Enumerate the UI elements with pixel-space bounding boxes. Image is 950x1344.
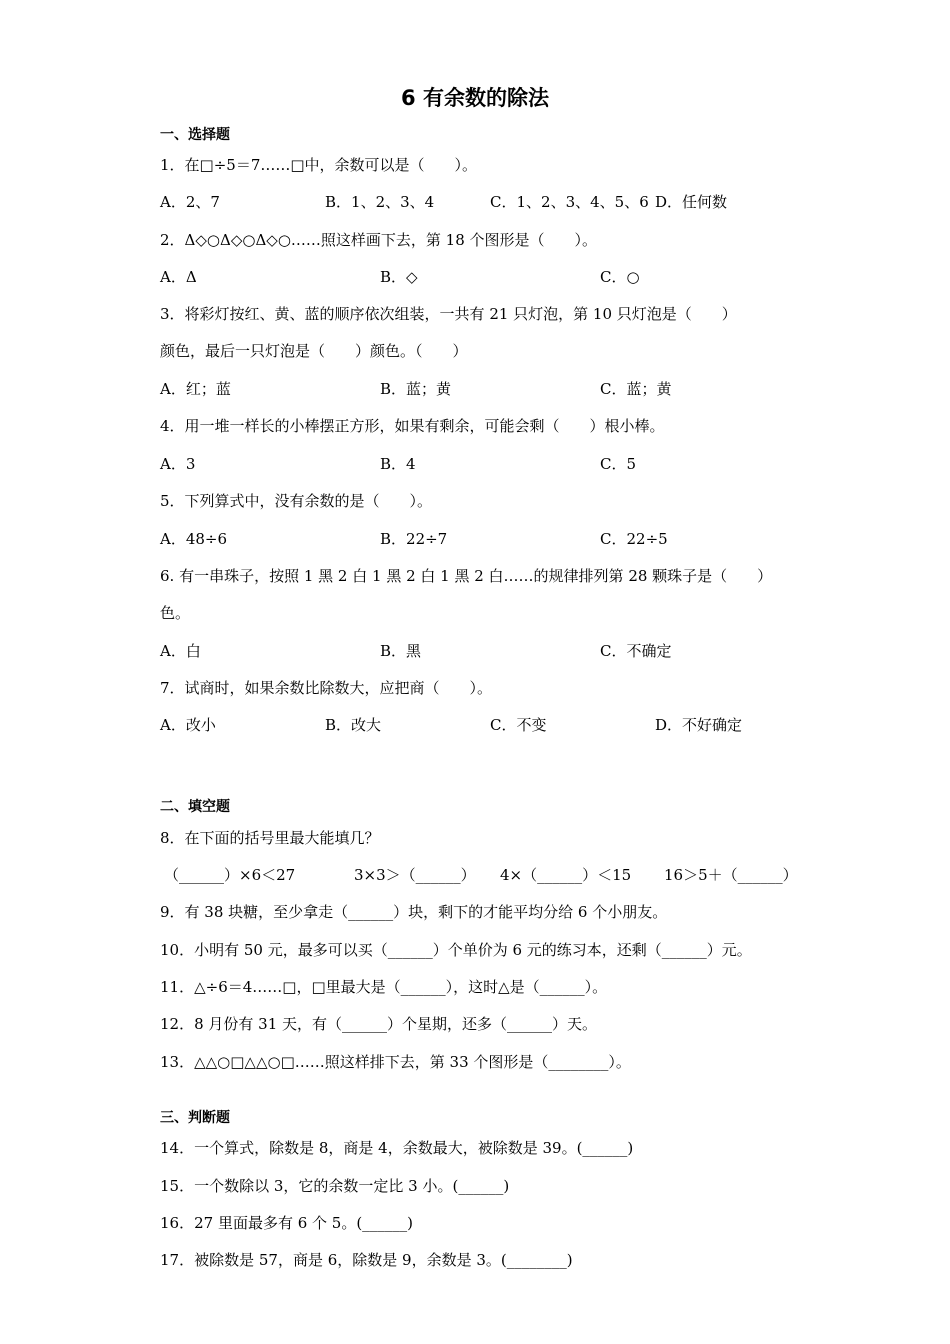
q4-option-b: B．4 <box>380 455 416 473</box>
question-1: 1．在□÷5＝7……□中，余数可以是（ ）。 <box>160 156 478 174</box>
question-2: 2．Δ◇○Δ◇○Δ◇○……照这样画下去，第 18 个图形是（ ）。 <box>160 231 598 249</box>
q7-option-d: D．不好确定 <box>655 716 743 734</box>
q7-option-c: C．不变 <box>490 716 547 734</box>
q8-part-2: 3×3＞（______） <box>354 866 476 884</box>
q7-option-b: B．改大 <box>325 716 382 734</box>
q1-option-b: B．1、2、3、4 <box>325 193 435 211</box>
question-11: 11．△÷6＝4……□，□里最大是（______），这时△是（______）。 <box>160 978 608 996</box>
q6-option-a: A．白 <box>160 642 201 660</box>
q8-part-4: 16＞5＋（______） <box>664 866 798 884</box>
q5-option-a: A．48÷6 <box>160 530 228 548</box>
question-10: 10．小明有 50 元，最多可以买（______）个单价为 6 元的练习本，还剩（______）元。 <box>160 941 752 959</box>
q8-part-1: （______）×6＜27 <box>164 866 296 884</box>
question-3-line-1: 3．将彩灯按红、黄、蓝的顺序依次组装，一共有 21 只灯泡，第 10 只灯泡是（ ） <box>160 305 737 323</box>
question-16: 16．27 里面最多有 6 个 5。(______) <box>160 1214 414 1232</box>
q5-option-b: B．22÷7 <box>380 530 448 548</box>
q4-option-c: C．5 <box>600 455 637 473</box>
question-14: 14．一个算式，除数是 8，商是 4，余数最大，被除数是 39。(______) <box>160 1139 634 1157</box>
q2-option-c: C．○ <box>600 268 640 286</box>
section-heading-fill-blank: 二、填空题 <box>160 799 230 815</box>
question-6-line-1: 6. 有一串珠子，按照 1 黑 2 白 1 黑 2 白 1 黑 2 白……的规律排列第 28 颗珠子是（ ） <box>160 567 773 585</box>
question-17: 17．被除数是 57，商是 6，除数是 9，余数是 3。(________) <box>160 1251 573 1269</box>
question-9: 9．有 38 块糖，至少拿走（______）块，剩下的才能平均分给 6 个小朋友。 <box>160 903 668 921</box>
question-7: 7．试商时，如果余数比除数大，应把商（ ）。 <box>160 679 493 697</box>
q5-option-c: C．22÷5 <box>600 530 668 548</box>
section-heading-choice: 一、选择题 <box>160 127 230 143</box>
question-8: 8．在下面的括号里最大能填几？ <box>160 829 380 847</box>
question-15: 15．一个数除以 3，它的余数一定比 3 小。(______) <box>160 1177 510 1195</box>
q2-option-a: A．Δ <box>160 268 197 286</box>
question-3-line-2: 颜色，最后一只灯泡是（ ）颜色。（ ） <box>160 342 468 360</box>
section-heading-true-false: 三、判断题 <box>160 1110 230 1126</box>
q3-option-a: A．红；蓝 <box>160 380 231 398</box>
question-6-line-2: 色。 <box>160 604 191 622</box>
question-4: 4．用一堆一样长的小棒摆正方形，如果有剩余，可能会剩（ ）根小棒。 <box>160 417 665 435</box>
q4-option-a: A．3 <box>160 455 196 473</box>
q6-option-c: C．不确定 <box>600 642 672 660</box>
q8-part-3: 4×（______）＜15 <box>500 866 632 884</box>
q1-option-a: A．2、7 <box>160 193 220 211</box>
page-title: 6 有余数的除法 <box>401 86 549 110</box>
q2-option-b: B．◇ <box>380 268 418 286</box>
q7-option-a: A．改小 <box>160 716 216 734</box>
question-13: 13．△△○□△△○□……照这样排下去，第 33 个图形是（________）。 <box>160 1053 631 1071</box>
q6-option-b: B．黑 <box>380 642 422 660</box>
question-12: 12．8 月份有 31 天，有（______）个星期，还多（______）天。 <box>160 1015 598 1033</box>
q3-option-c: C．蓝；黄 <box>600 380 672 398</box>
question-5: 5．下列算式中，没有余数的是（ ）。 <box>160 492 433 510</box>
q1-option-c: C．1、2、3、4、5、6 <box>490 193 649 211</box>
q1-option-d: D．任何数 <box>655 193 728 211</box>
q3-option-b: B．蓝；黄 <box>380 380 452 398</box>
